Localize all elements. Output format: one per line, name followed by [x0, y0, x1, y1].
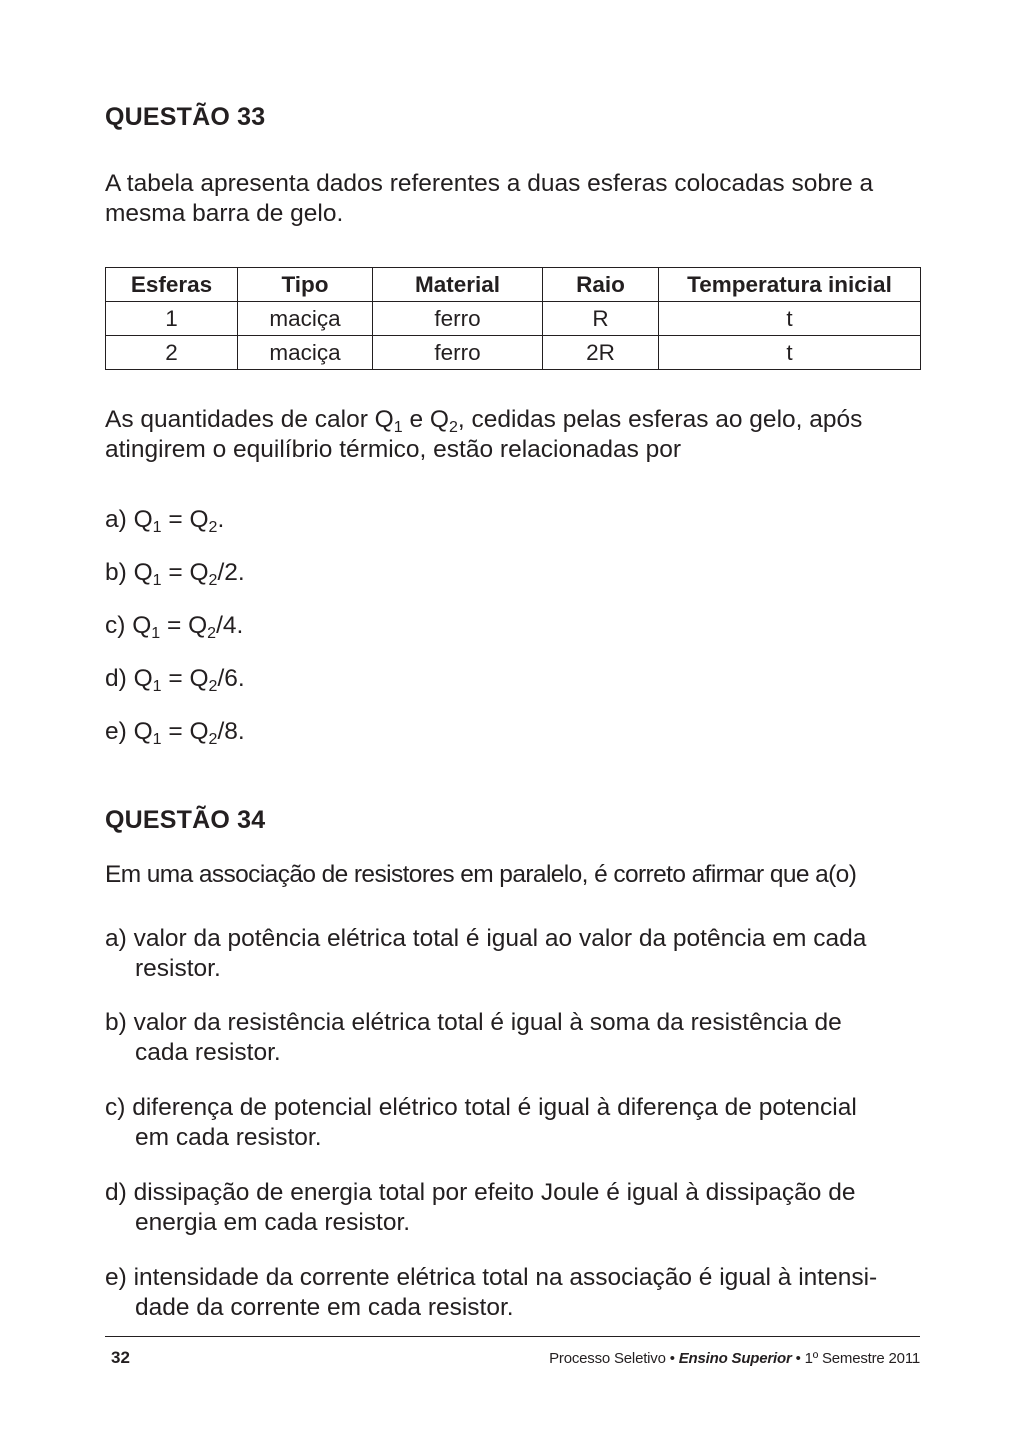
table-cell: 2R [543, 336, 659, 370]
option-text: b) Q [105, 559, 153, 586]
table-header-cell: Material [373, 268, 543, 302]
option-text: resistor. [135, 955, 221, 982]
option-text: c) Q [105, 612, 152, 639]
option-a[interactable] [105, 924, 920, 984]
spheres-table [105, 267, 921, 370]
table-cell: maciça [238, 302, 373, 336]
subscript: 2 [208, 519, 218, 536]
table-header-cell: Esferas [106, 268, 238, 302]
table-cell: R [543, 302, 659, 336]
option-text: /2. [217, 559, 245, 586]
option-e[interactable] [105, 717, 245, 747]
option-text: dade da corrente em cada resistor. [135, 1294, 514, 1321]
option-a[interactable] [105, 505, 224, 535]
option-text: . [217, 506, 225, 533]
option-e[interactable] [105, 1263, 920, 1323]
footer-divider [105, 1336, 920, 1337]
table-row [106, 336, 921, 370]
option-text: d) dissipação de energia total por efeito Joule é igual à dissipação de [105, 1179, 856, 1206]
option-text: = Q [161, 718, 209, 745]
table-cell: t [659, 302, 921, 336]
table-cell: ferro [373, 336, 543, 370]
subscript: 1 [151, 625, 161, 642]
table-header-row [106, 268, 921, 302]
option-text: = Q [161, 559, 209, 586]
exam-page [105, 0, 920, 1453]
option-b[interactable] [105, 558, 245, 588]
option-c[interactable] [105, 611, 243, 641]
option-text: = Q [160, 612, 208, 639]
subscript: 2 [448, 419, 458, 436]
subscript: 2 [208, 731, 218, 748]
subscript: 1 [152, 678, 162, 695]
stem-text: e Q [402, 406, 449, 433]
subscript: 1 [152, 519, 162, 536]
table-cell: 1 [106, 302, 238, 336]
option-text: c) diferença de potencial elétrico total é igual à diferença de potencial [105, 1094, 857, 1121]
footer-text [549, 1350, 920, 1367]
question-33-title: QUESTÃO 33 [105, 103, 266, 131]
option-text: /8. [217, 718, 245, 745]
option-text: a) Q [105, 506, 153, 533]
option-text: /4. [216, 612, 244, 639]
option-text: cada resistor. [135, 1039, 281, 1066]
table-cell: ferro [373, 302, 543, 336]
option-text: em cada resistor. [135, 1124, 322, 1151]
table-header-cell: Temperatura inicial [659, 268, 921, 302]
footer-part: • 1º Semestre 2011 [791, 1350, 920, 1367]
question-33-stem [105, 405, 920, 465]
table-header-cell: Raio [543, 268, 659, 302]
option-c[interactable] [105, 1093, 920, 1153]
option-text: energia em cada resistor. [135, 1209, 411, 1236]
option-text: e) Q [105, 718, 153, 745]
stem-text: , cedidas pelas esferas ao gelo, após atingirem o equilíbrio térmico, estão relacionadas por [105, 406, 863, 463]
table-cell: 2 [106, 336, 238, 370]
table-cell: maciça [238, 336, 373, 370]
subscript: 1 [152, 731, 162, 748]
footer-part: Processo Seletivo • [549, 1350, 679, 1367]
option-text: a) valor da potência elétrica total é igual ao valor da potência em cada [105, 925, 867, 952]
option-text: d) Q [105, 665, 153, 692]
subscript: 2 [208, 572, 218, 589]
footer-part: Ensino Superior [678, 1350, 792, 1367]
option-text: /6. [217, 665, 245, 692]
option-text: b) valor da resistência elétrica total é igual à soma da resistência de [105, 1009, 842, 1036]
option-b[interactable] [105, 1008, 920, 1068]
table-cell: t [659, 336, 921, 370]
question-34-title: QUESTÃO 34 [105, 806, 266, 834]
subscript: 1 [393, 419, 403, 436]
subscript: 1 [152, 572, 162, 589]
option-text: = Q [161, 665, 209, 692]
page-number: 32 [111, 1348, 130, 1367]
question-34-stem: Em uma associação de resistores em paralelo, é correto afirmar que a(o) [105, 861, 857, 888]
table-header-cell: Tipo [238, 268, 373, 302]
subscript: 2 [207, 625, 217, 642]
table-row [106, 302, 921, 336]
option-d[interactable] [105, 1178, 920, 1238]
option-text: e) intensidade da corrente elétrica total na associação é igual à intensi- [105, 1264, 878, 1291]
stem-text: As quantidades de calor Q [105, 406, 394, 433]
subscript: 2 [208, 678, 218, 695]
option-d[interactable] [105, 664, 245, 694]
option-text: = Q [161, 506, 209, 533]
question-33-intro: A tabela apresenta dados referentes a duas esferas colocadas sobre a mesma barra de gelo. [105, 170, 874, 227]
